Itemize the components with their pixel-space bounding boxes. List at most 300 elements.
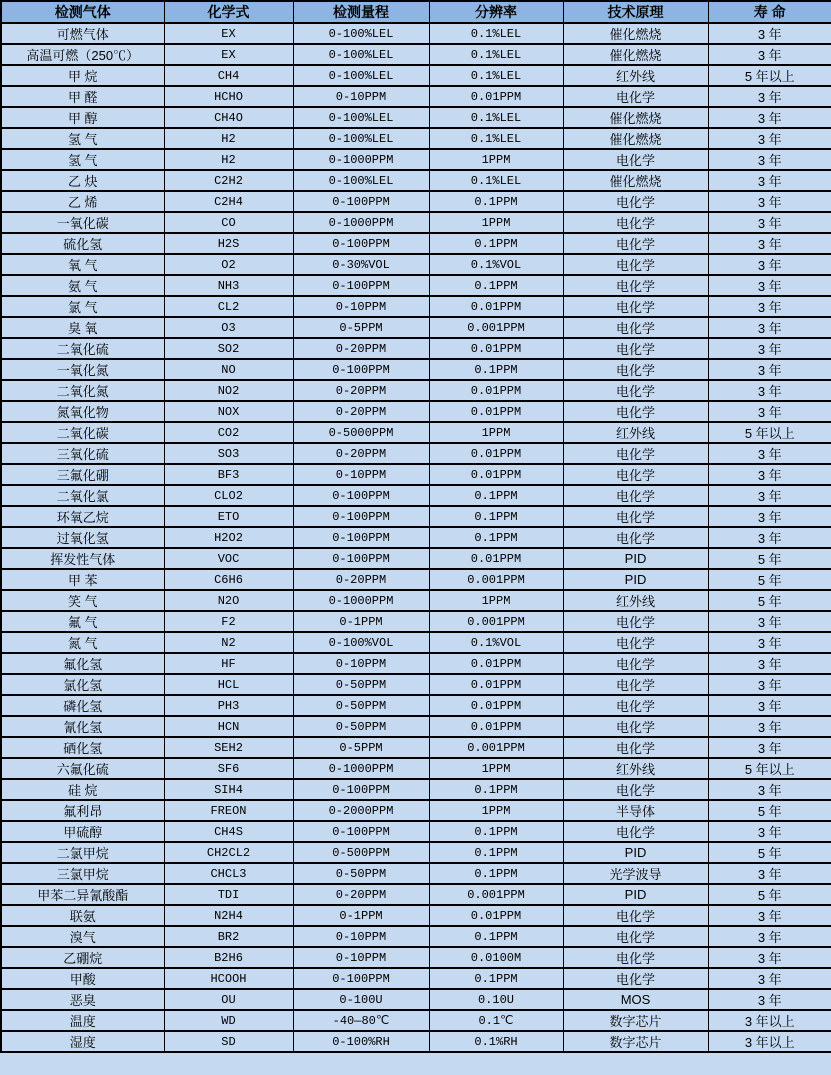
cell-range: 0-100PPM (293, 548, 429, 569)
cell-lifespan: 3 年 (708, 674, 831, 695)
cell-lifespan: 3 年 (708, 485, 831, 506)
cell-resolution: 0.1PPM (429, 506, 563, 527)
cell-resolution: 0.1PPM (429, 485, 563, 506)
table-row (1, 527, 831, 548)
cell-range: 0-100PPM (293, 821, 429, 842)
table-row (1, 1031, 831, 1052)
cell-principle: 电化学 (563, 716, 708, 737)
cell-resolution: 0.1%LEL (429, 170, 563, 191)
cell-lifespan: 3 年 (708, 296, 831, 317)
cell-range: 0-100%LEL (293, 44, 429, 65)
cell-formula: C2H4 (164, 191, 293, 212)
table-row (1, 254, 831, 275)
table-row (1, 506, 831, 527)
cell-gas-name: 氯 气 (1, 296, 164, 317)
table-row (1, 737, 831, 758)
cell-formula: CHCL3 (164, 863, 293, 884)
cell-formula: HCL (164, 674, 293, 695)
cell-principle: 电化学 (563, 926, 708, 947)
cell-gas-name: 湿度 (1, 1031, 164, 1052)
cell-gas-name: 氟化氢 (1, 653, 164, 674)
cell-range: 0-20PPM (293, 443, 429, 464)
cell-formula: N2H4 (164, 905, 293, 926)
cell-formula: BF3 (164, 464, 293, 485)
cell-lifespan: 3 年 (708, 170, 831, 191)
cell-lifespan: 5 年 (708, 842, 831, 863)
cell-lifespan: 5 年以上 (708, 758, 831, 779)
table-row (1, 401, 831, 422)
cell-gas-name: 硒化氢 (1, 737, 164, 758)
cell-principle: 电化学 (563, 506, 708, 527)
cell-range: 0-30%VOL (293, 254, 429, 275)
cell-gas-name: 溴气 (1, 926, 164, 947)
cell-lifespan: 3 年 (708, 632, 831, 653)
cell-gas-name: 甲 醛 (1, 86, 164, 107)
cell-principle: 电化学 (563, 695, 708, 716)
cell-lifespan: 5 年 (708, 569, 831, 590)
header-row (1, 1, 831, 23)
cell-principle: 电化学 (563, 443, 708, 464)
cell-principle: 电化学 (563, 191, 708, 212)
cell-lifespan: 3 年 (708, 380, 831, 401)
table-row (1, 632, 831, 653)
cell-lifespan: 5 年 (708, 590, 831, 611)
cell-principle: 电化学 (563, 296, 708, 317)
table-row (1, 779, 831, 800)
cell-range: 0-10PPM (293, 947, 429, 968)
table-row (1, 23, 831, 44)
cell-gas-name: 笑 气 (1, 590, 164, 611)
cell-resolution: 0.01PPM (429, 86, 563, 107)
cell-resolution: 0.1PPM (429, 359, 563, 380)
cell-lifespan: 3 年 (708, 527, 831, 548)
cell-range: 0-100PPM (293, 191, 429, 212)
table-row (1, 968, 831, 989)
cell-gas-name: 可燃气体 (1, 23, 164, 44)
cell-formula: SD (164, 1031, 293, 1052)
cell-gas-name: 氨 气 (1, 275, 164, 296)
table-row (1, 653, 831, 674)
cell-resolution: 0.1%LEL (429, 107, 563, 128)
table-row (1, 884, 831, 905)
cell-lifespan: 3 年 (708, 779, 831, 800)
cell-range: 0-100PPM (293, 506, 429, 527)
cell-range: 0-100PPM (293, 359, 429, 380)
cell-resolution: 0.1%LEL (429, 128, 563, 149)
cell-principle: 电化学 (563, 380, 708, 401)
cell-range: 0-5000PPM (293, 422, 429, 443)
cell-principle: PID (563, 842, 708, 863)
cell-formula: VOC (164, 548, 293, 569)
cell-formula: SF6 (164, 758, 293, 779)
table-row (1, 443, 831, 464)
cell-principle: PID (563, 569, 708, 590)
cell-gas-name: 三氯甲烷 (1, 863, 164, 884)
column-header-principle: 技术原理 (563, 1, 708, 23)
cell-range: 0-1PPM (293, 611, 429, 632)
cell-lifespan: 3 年 (708, 863, 831, 884)
cell-resolution: 0.1PPM (429, 926, 563, 947)
cell-gas-name: 硅 烷 (1, 779, 164, 800)
cell-resolution: 0.1PPM (429, 968, 563, 989)
table-row (1, 380, 831, 401)
cell-resolution: 0.01PPM (429, 695, 563, 716)
cell-formula: HCN (164, 716, 293, 737)
table-row (1, 317, 831, 338)
cell-resolution: 0.1PPM (429, 779, 563, 800)
cell-resolution: 0.001PPM (429, 569, 563, 590)
cell-lifespan: 3 年 (708, 464, 831, 485)
cell-range: 0-10PPM (293, 653, 429, 674)
table-row (1, 359, 831, 380)
cell-gas-name: 六氟化硫 (1, 758, 164, 779)
cell-lifespan: 3 年 (708, 275, 831, 296)
cell-gas-name: 乙 炔 (1, 170, 164, 191)
cell-range: 0-100PPM (293, 968, 429, 989)
cell-formula: PH3 (164, 695, 293, 716)
cell-formula: HCHO (164, 86, 293, 107)
cell-gas-name: 磷化氢 (1, 695, 164, 716)
cell-formula: CH4 (164, 65, 293, 86)
cell-formula: BR2 (164, 926, 293, 947)
cell-formula: SIH4 (164, 779, 293, 800)
cell-range: 0-100PPM (293, 527, 429, 548)
cell-principle: 电化学 (563, 947, 708, 968)
cell-gas-name: 硫化氢 (1, 233, 164, 254)
cell-resolution: 0.01PPM (429, 380, 563, 401)
cell-resolution: 0.01PPM (429, 653, 563, 674)
cell-formula: CH4O (164, 107, 293, 128)
cell-gas-name: 氮氧化物 (1, 401, 164, 422)
cell-gas-name: 过氧化氢 (1, 527, 164, 548)
table-row (1, 611, 831, 632)
cell-principle: 催化燃烧 (563, 128, 708, 149)
cell-lifespan: 3 年 (708, 128, 831, 149)
cell-formula: SO2 (164, 338, 293, 359)
cell-formula: H2S (164, 233, 293, 254)
cell-gas-name: 二氧化氮 (1, 380, 164, 401)
cell-formula: N2 (164, 632, 293, 653)
cell-gas-name: 环氧乙烷 (1, 506, 164, 527)
cell-range: 0-50PPM (293, 674, 429, 695)
cell-gas-name: 高温可燃（250℃） (1, 44, 164, 65)
cell-lifespan: 3 年 (708, 401, 831, 422)
cell-formula: SO3 (164, 443, 293, 464)
cell-principle: 催化燃烧 (563, 107, 708, 128)
table-row (1, 128, 831, 149)
cell-formula: EX (164, 23, 293, 44)
cell-gas-name: 二氧化碳 (1, 422, 164, 443)
cell-formula: SEH2 (164, 737, 293, 758)
cell-range: 0-1000PPM (293, 149, 429, 170)
cell-range: 0-20PPM (293, 401, 429, 422)
cell-lifespan: 3 年 (708, 611, 831, 632)
table-row (1, 65, 831, 86)
cell-resolution: 0.01PPM (429, 296, 563, 317)
cell-principle: 电化学 (563, 905, 708, 926)
cell-principle: 电化学 (563, 254, 708, 275)
cell-gas-name: 氟 气 (1, 611, 164, 632)
cell-lifespan: 3 年 (708, 359, 831, 380)
cell-principle: 电化学 (563, 464, 708, 485)
cell-principle: MOS (563, 989, 708, 1010)
table-row (1, 233, 831, 254)
cell-principle: 电化学 (563, 401, 708, 422)
table-row (1, 758, 831, 779)
cell-principle: 催化燃烧 (563, 23, 708, 44)
table-row (1, 338, 831, 359)
cell-resolution: 1PPM (429, 800, 563, 821)
cell-resolution: 0.1℃ (429, 1010, 563, 1031)
cell-principle: 红外线 (563, 758, 708, 779)
cell-lifespan: 3 年 (708, 695, 831, 716)
table-row (1, 548, 831, 569)
cell-lifespan: 3 年 (708, 926, 831, 947)
cell-principle: PID (563, 548, 708, 569)
cell-lifespan: 5 年以上 (708, 65, 831, 86)
cell-lifespan: 3 年 (708, 737, 831, 758)
table-row (1, 191, 831, 212)
cell-range: 0-5PPM (293, 737, 429, 758)
cell-principle: 电化学 (563, 338, 708, 359)
table-row (1, 296, 831, 317)
cell-lifespan: 3 年 (708, 191, 831, 212)
cell-lifespan: 3 年 (708, 443, 831, 464)
cell-range: 0-500PPM (293, 842, 429, 863)
cell-formula: H2O2 (164, 527, 293, 548)
cell-resolution: 0.1PPM (429, 275, 563, 296)
table-row (1, 695, 831, 716)
cell-resolution: 0.01PPM (429, 464, 563, 485)
table-row (1, 905, 831, 926)
table-row (1, 590, 831, 611)
table-row (1, 485, 831, 506)
cell-resolution: 0.001PPM (429, 317, 563, 338)
cell-principle: 电化学 (563, 86, 708, 107)
cell-gas-name: 挥发性气体 (1, 548, 164, 569)
cell-lifespan: 3 年 (708, 989, 831, 1010)
cell-formula: C2H2 (164, 170, 293, 191)
cell-resolution: 0.01PPM (429, 674, 563, 695)
cell-lifespan: 3 年 (708, 317, 831, 338)
cell-principle: 电化学 (563, 653, 708, 674)
cell-principle: 电化学 (563, 821, 708, 842)
cell-formula: CH2CL2 (164, 842, 293, 863)
cell-principle: 红外线 (563, 422, 708, 443)
cell-formula: OU (164, 989, 293, 1010)
cell-principle: 电化学 (563, 737, 708, 758)
cell-range: 0-100%VOL (293, 632, 429, 653)
cell-principle: 红外线 (563, 590, 708, 611)
cell-range: 0-50PPM (293, 716, 429, 737)
cell-principle: 光学波导 (563, 863, 708, 884)
cell-resolution: 0.1PPM (429, 821, 563, 842)
cell-gas-name: 三氧化硫 (1, 443, 164, 464)
cell-gas-name: 氢 气 (1, 149, 164, 170)
cell-gas-name: 甲 烷 (1, 65, 164, 86)
table-row (1, 989, 831, 1010)
cell-range: 0-100%LEL (293, 23, 429, 44)
cell-range: 0-10PPM (293, 464, 429, 485)
cell-gas-name: 臭 氧 (1, 317, 164, 338)
column-header-lifespan: 寿 命 (708, 1, 831, 23)
cell-lifespan: 3 年 (708, 212, 831, 233)
table-row (1, 464, 831, 485)
cell-resolution: 0.1%LEL (429, 65, 563, 86)
cell-range: 0-20PPM (293, 338, 429, 359)
cell-principle: 电化学 (563, 149, 708, 170)
cell-gas-name: 氧 气 (1, 254, 164, 275)
cell-range: 0-1000PPM (293, 590, 429, 611)
cell-gas-name: 一氧化碳 (1, 212, 164, 233)
cell-lifespan: 3 年 (708, 947, 831, 968)
cell-range: 0-100PPM (293, 485, 429, 506)
column-header-resolution: 分辨率 (429, 1, 563, 23)
cell-resolution: 0.01PPM (429, 338, 563, 359)
cell-principle: 电化学 (563, 527, 708, 548)
cell-resolution: 0.1%VOL (429, 254, 563, 275)
cell-formula: EX (164, 44, 293, 65)
cell-resolution: 1PPM (429, 212, 563, 233)
cell-principle: 电化学 (563, 212, 708, 233)
table-row (1, 800, 831, 821)
cell-lifespan: 3 年 (708, 338, 831, 359)
table-body (1, 23, 831, 1052)
cell-principle: 数字芯片 (563, 1010, 708, 1031)
cell-formula: B2H6 (164, 947, 293, 968)
cell-range: 0-100%LEL (293, 107, 429, 128)
cell-resolution: 1PPM (429, 758, 563, 779)
cell-resolution: 0.1%LEL (429, 44, 563, 65)
table-row (1, 926, 831, 947)
cell-principle: 数字芯片 (563, 1031, 708, 1052)
cell-lifespan: 3 年 (708, 506, 831, 527)
cell-lifespan: 3 年 (708, 86, 831, 107)
cell-formula: C6H6 (164, 569, 293, 590)
cell-gas-name: 甲苯二异氰酸酯 (1, 884, 164, 905)
cell-range: 0-100%LEL (293, 170, 429, 191)
cell-range: 0-100PPM (293, 275, 429, 296)
cell-gas-name: 温度 (1, 1010, 164, 1031)
cell-resolution: 0.1%LEL (429, 23, 563, 44)
cell-principle: 电化学 (563, 968, 708, 989)
cell-formula: NOX (164, 401, 293, 422)
table-row (1, 821, 831, 842)
table-row (1, 86, 831, 107)
cell-resolution: 0.1PPM (429, 191, 563, 212)
table-header (1, 1, 831, 23)
cell-resolution: 0.1PPM (429, 842, 563, 863)
cell-gas-name: 甲酸 (1, 968, 164, 989)
cell-lifespan: 5 年以上 (708, 422, 831, 443)
cell-principle: 电化学 (563, 779, 708, 800)
cell-formula: CL2 (164, 296, 293, 317)
cell-principle: 红外线 (563, 65, 708, 86)
cell-resolution: 0.001PPM (429, 884, 563, 905)
cell-formula: CO2 (164, 422, 293, 443)
cell-formula: H2 (164, 149, 293, 170)
cell-formula: HF (164, 653, 293, 674)
cell-formula: NO (164, 359, 293, 380)
table-row (1, 1010, 831, 1031)
cell-resolution: 0.01PPM (429, 443, 563, 464)
cell-principle: PID (563, 884, 708, 905)
cell-resolution: 0.1PPM (429, 233, 563, 254)
cell-lifespan: 3 年以上 (708, 1010, 831, 1031)
cell-gas-name: 氰化氢 (1, 716, 164, 737)
cell-resolution: 0.01PPM (429, 401, 563, 422)
cell-lifespan: 3 年 (708, 107, 831, 128)
column-header-range: 检测量程 (293, 1, 429, 23)
cell-range: 0-100PPM (293, 779, 429, 800)
table-row (1, 44, 831, 65)
cell-formula: N2O (164, 590, 293, 611)
cell-formula: F2 (164, 611, 293, 632)
cell-gas-name: 联氨 (1, 905, 164, 926)
cell-range: 0-1PPM (293, 905, 429, 926)
cell-principle: 电化学 (563, 233, 708, 254)
cell-gas-name: 三氟化硼 (1, 464, 164, 485)
cell-lifespan: 3 年 (708, 905, 831, 926)
cell-range: 0-100%LEL (293, 65, 429, 86)
cell-gas-name: 氢 气 (1, 128, 164, 149)
table-row (1, 863, 831, 884)
cell-lifespan: 3 年 (708, 149, 831, 170)
cell-formula: CO (164, 212, 293, 233)
cell-range: -40—80℃ (293, 1010, 429, 1031)
cell-range: 0-100PPM (293, 233, 429, 254)
cell-range: 0-10PPM (293, 296, 429, 317)
cell-formula: H2 (164, 128, 293, 149)
cell-range: 0-10PPM (293, 86, 429, 107)
cell-resolution: 0.1%VOL (429, 632, 563, 653)
cell-gas-name: 氟利昂 (1, 800, 164, 821)
cell-lifespan: 3 年 (708, 23, 831, 44)
cell-range: 0-20PPM (293, 884, 429, 905)
cell-gas-name: 乙硼烷 (1, 947, 164, 968)
cell-principle: 催化燃烧 (563, 44, 708, 65)
cell-resolution: 0.001PPM (429, 737, 563, 758)
cell-principle: 电化学 (563, 485, 708, 506)
cell-resolution: 0.01PPM (429, 716, 563, 737)
cell-resolution: 0.01PPM (429, 905, 563, 926)
cell-gas-name: 氮 气 (1, 632, 164, 653)
cell-formula: O3 (164, 317, 293, 338)
table-row (1, 170, 831, 191)
cell-formula: FREON (164, 800, 293, 821)
cell-range: 0-2000PPM (293, 800, 429, 821)
cell-formula: TDI (164, 884, 293, 905)
cell-lifespan: 5 年 (708, 800, 831, 821)
cell-range: 0-50PPM (293, 695, 429, 716)
cell-gas-name: 乙 烯 (1, 191, 164, 212)
cell-gas-name: 甲 醇 (1, 107, 164, 128)
table-row (1, 107, 831, 128)
cell-formula: NH3 (164, 275, 293, 296)
cell-gas-name: 恶臭 (1, 989, 164, 1010)
cell-range: 0-100%RH (293, 1031, 429, 1052)
cell-principle: 电化学 (563, 275, 708, 296)
cell-resolution: 0.1PPM (429, 863, 563, 884)
cell-resolution: 0.1%RH (429, 1031, 563, 1052)
cell-gas-name: 甲 苯 (1, 569, 164, 590)
cell-formula: ETO (164, 506, 293, 527)
cell-range: 0-50PPM (293, 863, 429, 884)
cell-principle: 电化学 (563, 611, 708, 632)
table-row (1, 947, 831, 968)
cell-range: 0-1000PPM (293, 212, 429, 233)
cell-range: 0-100%LEL (293, 128, 429, 149)
